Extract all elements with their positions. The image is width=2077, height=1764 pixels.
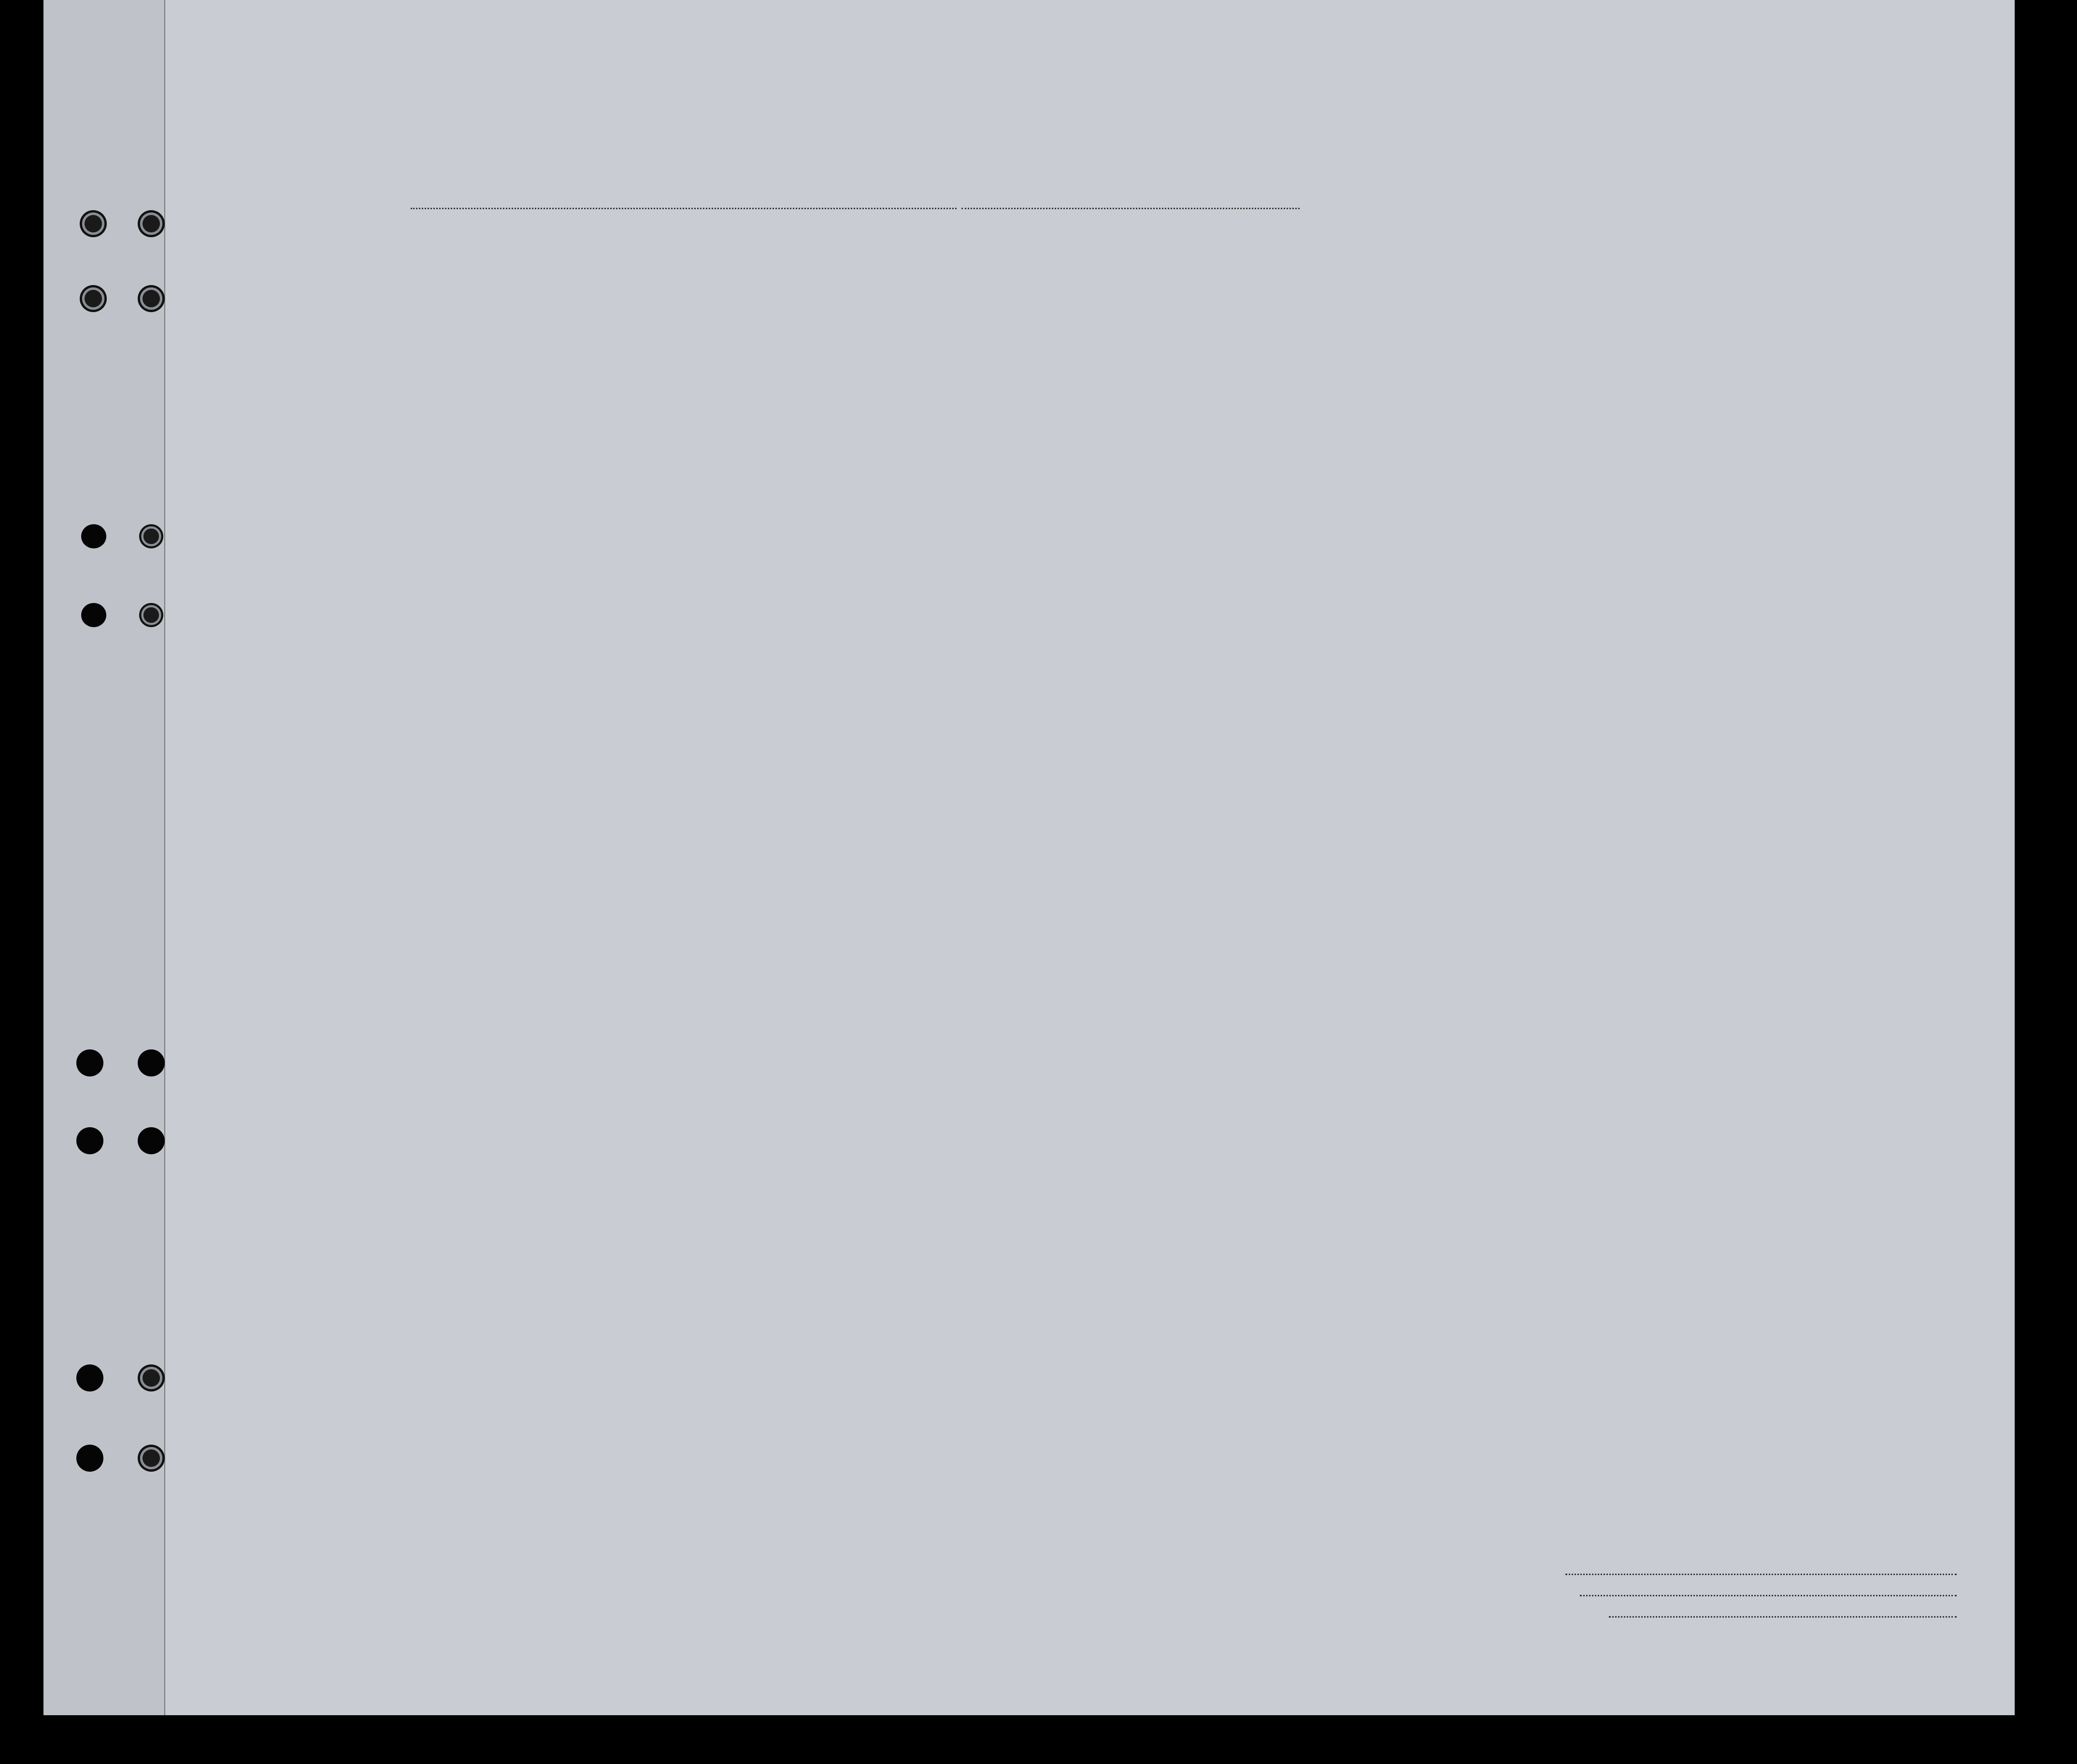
col24a-header [1225, 290, 1254, 387]
col25-header [1312, 271, 1346, 387]
col19-header [647, 266, 681, 387]
owners-field [1580, 1594, 1957, 1596]
manifest-grid [43, 0, 2015, 1715]
col34-inches [1742, 338, 1766, 387]
col29-header [1476, 271, 1524, 387]
col28-header [1406, 271, 1476, 387]
manifest-sheet [43, 0, 2015, 1715]
col30-header [1524, 271, 1551, 387]
col31-header [1551, 271, 1577, 387]
col26-header [1348, 271, 1377, 387]
local-agents-field [1609, 1615, 1957, 1618]
line-field [1565, 1573, 1957, 1575]
col27-header [1377, 271, 1406, 387]
col34-feet [1713, 338, 1737, 387]
col24b-header [1254, 290, 1283, 387]
col21-header [774, 266, 803, 387]
col24c-header [1283, 290, 1312, 387]
